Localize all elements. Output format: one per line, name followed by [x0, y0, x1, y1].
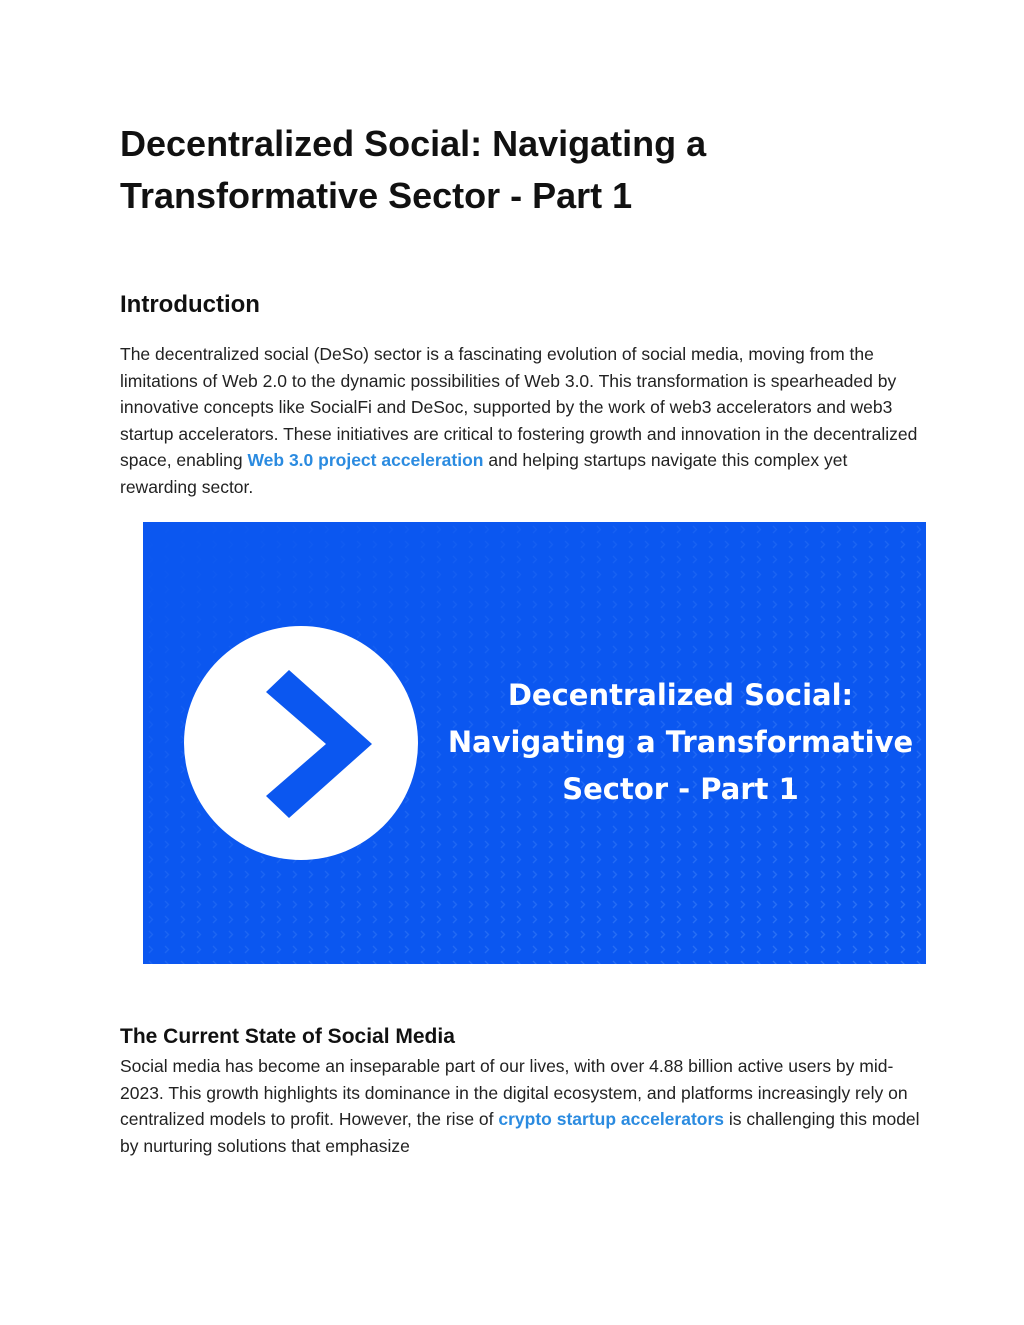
chevron-right-icon	[184, 626, 418, 860]
intro-text-before-link: The decentralized social (DeSo) sector is a fascinating evolution of social media, moving from the limitations of Web 2.0 to the dynamic possibilities of Web 3.0. This transformation is spearheaded by innovative concepts like SocialFi and DeSoc, supported by the work of web3 accelerators and web3 startup accelerators. These initiatives are critical to fostering growth and innovation in the decentralized space, enabling	[120, 344, 918, 471]
social-text-after-link: is challenging this model by nurturing solutions that emphasize	[120, 1109, 920, 1156]
web3-project-acceleration-link[interactable]: Web 3.0 project acceleration	[247, 450, 484, 471]
social-text-before-link: Social media has become an inseparable part of our lives, with over 4.88 billion active users by mid-2023. This growth highlights its dominance in the digital ecosystem, and platforms increasingly rely on centralized models to profit. However, the rise of	[120, 1056, 908, 1130]
crypto-startup-accelerators-link[interactable]: crypto startup accelerators	[498, 1109, 725, 1130]
intro-paragraph	[120, 341, 920, 501]
social-media-paragraph	[120, 1053, 920, 1159]
page-title: Decentralized Social: Navigating a Transformative Sector - Part 1	[120, 123, 707, 216]
banner-title	[438, 672, 923, 813]
banner-title-line-2: Navigating a Transformative	[447, 725, 914, 759]
section-heading-current-state: The Current State of Social Media	[120, 1025, 455, 1048]
banner-title-line-1: Decentralized Social:	[507, 678, 854, 712]
banner-title-line-3: Sector - Part 1	[562, 772, 799, 806]
intro-text-after-link: and helping startups navigate this complex yet rewarding sector.	[120, 450, 848, 497]
section-heading-introduction: Introduction	[120, 291, 260, 318]
article-banner-image	[143, 522, 926, 964]
